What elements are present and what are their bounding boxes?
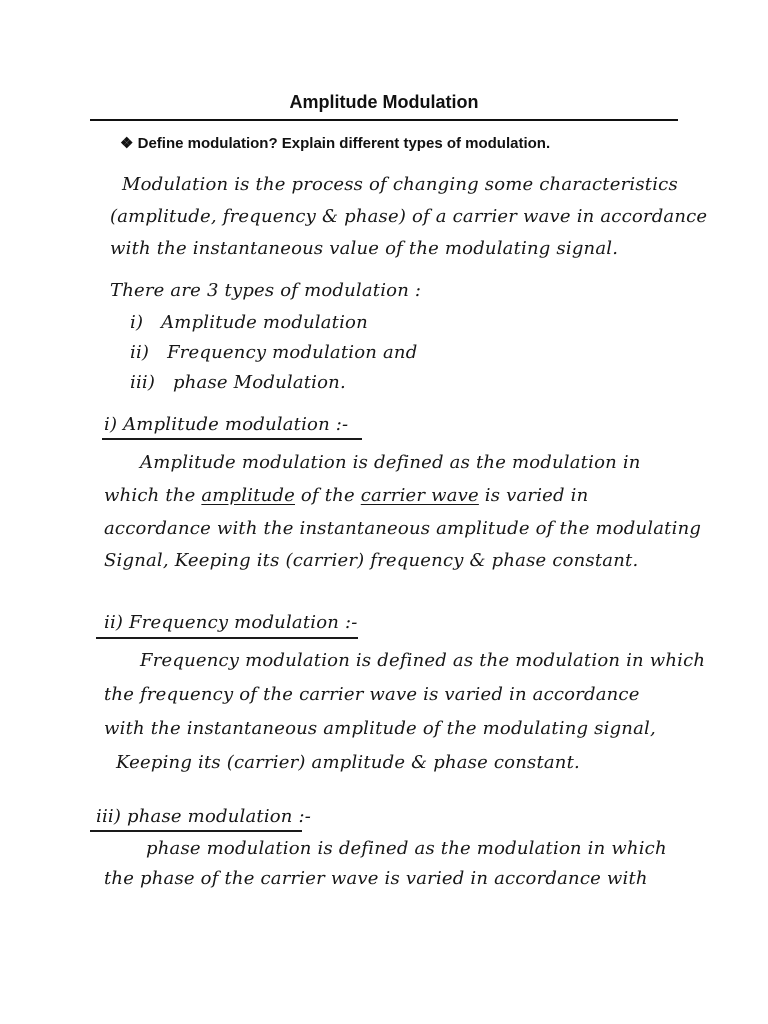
type-number: iii) <box>130 372 156 393</box>
page-title: Amplitude Modulation <box>289 92 479 112</box>
type-number: ii) <box>130 342 150 363</box>
fm-heading-underline <box>96 637 358 639</box>
am-line-2 <box>104 485 588 506</box>
pm-line-1: phase modulation is defined as the modulation in which <box>146 838 667 859</box>
fm-line-1: Frequency modulation is defined as the modulation in which <box>140 650 706 671</box>
fm-line-2: the frequency of the carrier wave is varied in accordance <box>104 684 640 705</box>
fm-line-4: Keeping its (carrier) amplitude & phase constant. <box>116 752 580 773</box>
am-line-2-text: is varied in <box>478 485 589 506</box>
am-heading-underline <box>102 438 362 440</box>
fm-line-3: with the instantaneous amplitude of the modulating signal, <box>104 718 656 739</box>
am-line-2-underlined-amplitude: amplitude <box>201 485 295 506</box>
pm-line-2: the phase of the carrier wave is varied in accordance with <box>104 868 648 889</box>
am-line-2-underlined-carrier-wave: carrier wave <box>360 485 479 506</box>
type-label: Frequency modulation and <box>167 342 418 363</box>
am-line-3: accordance with the instantaneous amplitude of the modulating <box>104 518 702 539</box>
definition-line-1: Modulation is the process of changing some characteristics <box>122 174 678 195</box>
question-line <box>120 134 550 152</box>
fm-heading: ii) Frequency modulation :- <box>104 612 358 633</box>
type-item-3 <box>130 372 346 393</box>
diamond-bullet-icon: ❖ <box>120 135 134 152</box>
type-label: Amplitude modulation <box>161 312 368 333</box>
pm-heading-underline <box>90 830 302 832</box>
definition-line-2: (amplitude, frequency & phase) of a carrier wave in accordance <box>110 206 708 227</box>
definition-line-3: with the instantaneous value of the modulating signal. <box>110 238 619 259</box>
am-line-4: Signal, Keeping its (carrier) frequency & phase constant. <box>104 550 639 571</box>
type-item-2 <box>130 342 417 363</box>
am-line-2-text: of the <box>295 485 361 506</box>
type-item-1 <box>130 312 368 333</box>
title-rule <box>90 119 678 121</box>
am-line-1: Amplitude modulation is defined as the modulation in <box>140 452 641 473</box>
type-number: i) <box>130 312 144 333</box>
pm-heading: iii) phase modulation :- <box>96 806 312 827</box>
type-label: phase Modulation. <box>173 372 346 393</box>
am-line-2-text: which the <box>104 485 202 506</box>
question-text: Define modulation? Explain different types of modulation. <box>137 135 551 152</box>
types-intro: There are 3 types of modulation : <box>110 280 422 301</box>
am-heading: i) Amplitude modulation :- <box>104 414 349 435</box>
